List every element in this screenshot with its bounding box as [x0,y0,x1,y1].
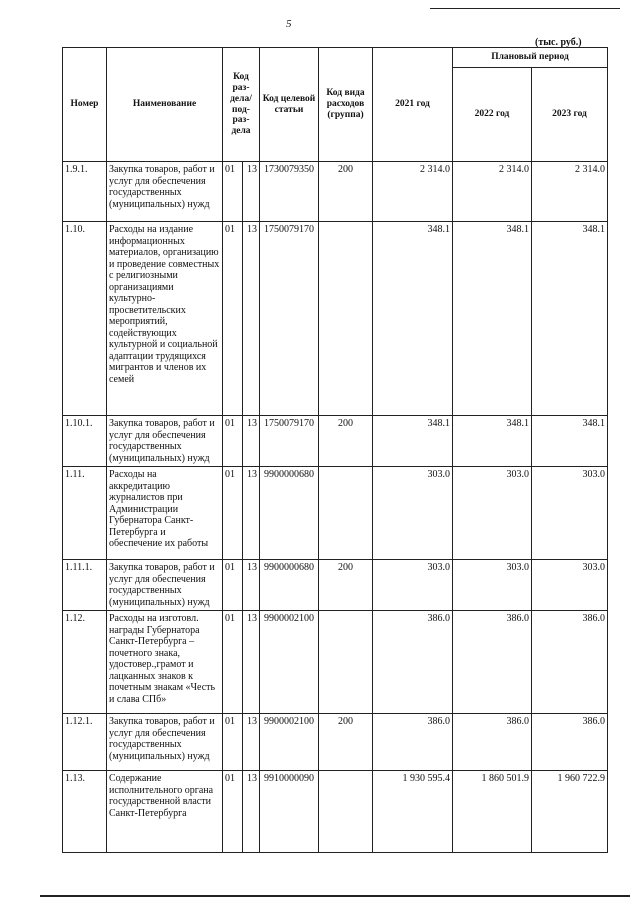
header-target: Код целевой статьи [260,48,319,162]
row-target: 9910000090 [260,771,319,853]
row-name: Содержание исполнительного органа государственной власти Санкт-Петербурга [107,771,223,853]
row-subsection: 13 [243,162,260,222]
row-target: 1750079170 [260,222,319,416]
budget-table [62,47,608,853]
units-label: (тыс. руб.) [535,37,582,48]
row-2022: 348.1 [453,222,532,416]
row-2022: 348.1 [453,416,532,467]
row-section: 01 [223,771,243,853]
row-name: Расходы на аккредитацию журналистов при Администрации Губернатора Санкт-Петербурга и обеспечение их работы [107,467,223,560]
table-row [63,714,608,771]
row-2021: 303.0 [373,560,453,611]
row-2022: 386.0 [453,714,532,771]
header-number: Номер [63,48,107,162]
row-target: 9900000680 [260,560,319,611]
table-row [63,416,608,467]
row-name: Закупка товаров, работ и услуг для обеспечения государственных (муниципальных) нужд [107,162,223,222]
header-name: Наименование [107,48,223,162]
header-section: Код раз-дела/ под-раз-дела [223,48,260,162]
row-number: 1.13. [63,771,107,853]
table-row [63,611,608,714]
row-section: 01 [223,162,243,222]
row-section: 01 [223,611,243,714]
row-2023: 348.1 [532,222,608,416]
row-2021: 2 314.0 [373,162,453,222]
row-subsection: 13 [243,714,260,771]
row-2022: 386.0 [453,611,532,714]
row-target: 1730079350 [260,162,319,222]
row-number: 1.11.1. [63,560,107,611]
row-number: 1.10. [63,222,107,416]
row-2021: 386.0 [373,714,453,771]
row-target: 9900000680 [260,467,319,560]
row-target: 9900002100 [260,714,319,771]
row-target: 1750079170 [260,416,319,467]
row-2021: 1 930 595.4 [373,771,453,853]
row-2021: 386.0 [373,611,453,714]
row-expense-type: 200 [319,714,373,771]
row-2023: 1 960 722.9 [532,771,608,853]
row-2021: 303.0 [373,467,453,560]
row-2022: 303.0 [453,560,532,611]
row-2023: 2 314.0 [532,162,608,222]
row-name: Закупка товаров, работ и услуг для обеспечения государственных (муниципальных) нужд [107,560,223,611]
row-2023: 386.0 [532,714,608,771]
row-section: 01 [223,416,243,467]
row-expense-type [319,611,373,714]
table-row [63,467,608,560]
header-planned-period: Плановый период [453,48,608,68]
row-2022: 303.0 [453,467,532,560]
row-expense-type [319,222,373,416]
row-subsection: 13 [243,771,260,853]
row-name: Расходы на издание информационных материалов, организацию и проведение совместных с религиозными организациями культурно-просветительских мероприятий, содействующих культурной и социальной адаптации трудящихся мигрантов и членов их семей [107,222,223,416]
row-expense-type [319,771,373,853]
row-name: Закупка товаров, работ и услуг для обеспечения государственных (муниципальных) нужд [107,714,223,771]
table-row [63,222,608,416]
row-subsection: 13 [243,416,260,467]
row-2021: 348.1 [373,222,453,416]
header-expense-type: Код вида расходов (группа) [319,48,373,162]
header-2023: 2023 год [532,68,608,162]
row-name: Расходы на изготовл. награды Губернатора Санкт-Петербурга – почетного знака, удостовер.,грамот и лацканных знаков к почетным знакам «Честь и слава СПб» [107,611,223,714]
row-subsection: 13 [243,222,260,416]
row-2023: 348.1 [532,416,608,467]
row-section: 01 [223,467,243,560]
row-subsection: 13 [243,560,260,611]
row-number: 1.9.1. [63,162,107,222]
header-2022: 2022 год [453,68,532,162]
row-2022: 2 314.0 [453,162,532,222]
row-expense-type [319,467,373,560]
row-name: Закупка товаров, работ и услуг для обеспечения государственных (муниципальных) нужд [107,416,223,467]
table-row [63,162,608,222]
row-2023: 303.0 [532,560,608,611]
row-2023: 386.0 [532,611,608,714]
row-section: 01 [223,714,243,771]
header-2021: 2021 год [373,48,453,162]
row-subsection: 13 [243,611,260,714]
row-2021: 348.1 [373,416,453,467]
row-number: 1.12. [63,611,107,714]
row-number: 1.11. [63,467,107,560]
page-number: 5 [286,18,292,30]
table-row [63,560,608,611]
row-2022: 1 860 501.9 [453,771,532,853]
row-number: 1.10.1. [63,416,107,467]
row-expense-type: 200 [319,560,373,611]
row-section: 01 [223,222,243,416]
top-rule [430,8,620,9]
row-expense-type: 200 [319,416,373,467]
row-subsection: 13 [243,467,260,560]
table-row [63,771,608,853]
row-target: 9900002100 [260,611,319,714]
row-number: 1.12.1. [63,714,107,771]
bottom-rule [40,895,630,897]
row-section: 01 [223,560,243,611]
row-2023: 303.0 [532,467,608,560]
row-expense-type: 200 [319,162,373,222]
